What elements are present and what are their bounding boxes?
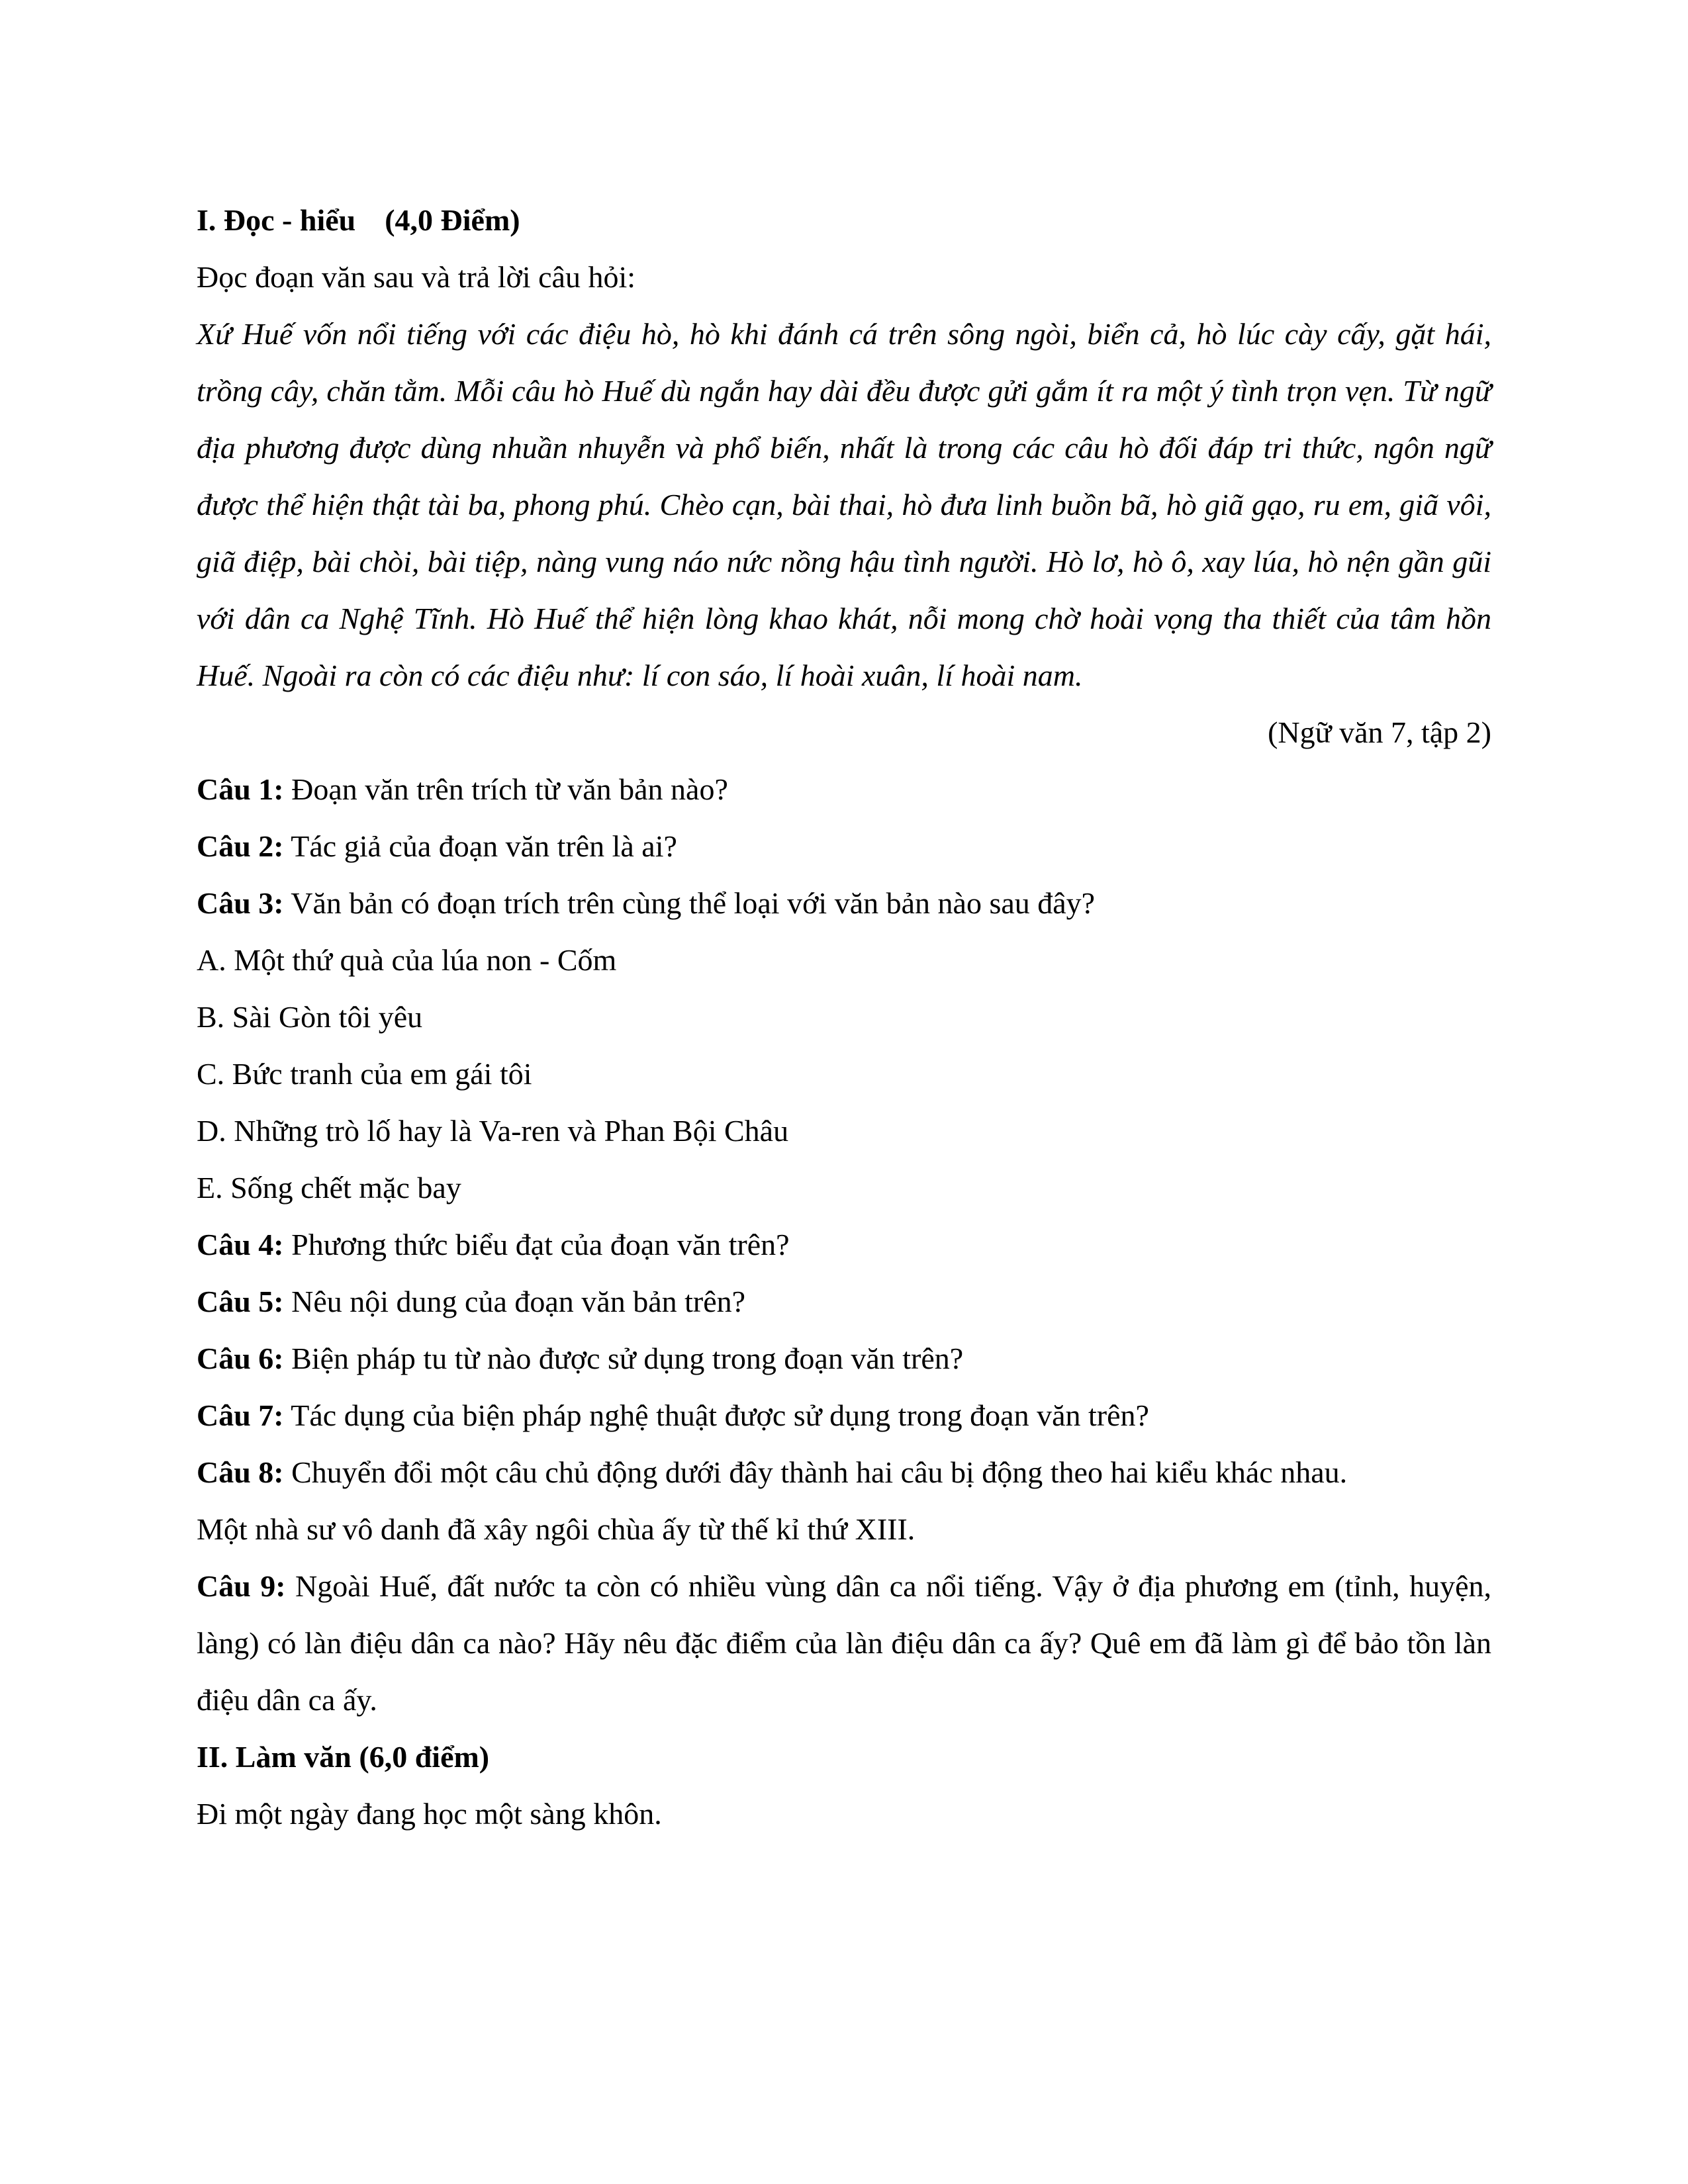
- question-4: [197, 1216, 1491, 1273]
- option-a: A. Một thứ quà của lúa non - Cốm: [197, 943, 617, 977]
- part1-points: (4,0 Điểm): [385, 203, 520, 237]
- question-label: Câu 2:: [197, 829, 284, 863]
- question-label: Câu 8:: [197, 1455, 284, 1489]
- part2-prompt: Đi một ngày đang học một sàng khôn.: [197, 1797, 662, 1831]
- document-content: [197, 192, 1491, 1843]
- part1-title: I. Đọc - hiểu: [197, 203, 356, 237]
- question-label: Câu 3:: [197, 886, 284, 920]
- question-1: [197, 761, 1491, 818]
- question-5: [197, 1273, 1491, 1330]
- question-text: Tác dụng của biện pháp nghệ thuật được sử dụng trong đoạn văn trên?: [283, 1398, 1149, 1432]
- question-label: Câu 7:: [197, 1398, 284, 1432]
- question-label: Câu 6:: [197, 1342, 284, 1375]
- part1-instruction: Đọc đoạn văn sau và trả lời câu hỏi:: [197, 260, 636, 294]
- passage-source: (Ngữ văn 7, tập 2): [1268, 715, 1491, 749]
- question-label: Câu 9:: [197, 1569, 286, 1603]
- question-label: Câu 5:: [197, 1285, 284, 1318]
- option-b: B. Sài Gòn tôi yêu: [197, 1000, 423, 1034]
- question-text: Tác giả của đoạn văn trên là ai?: [283, 829, 677, 863]
- question-text: Văn bản có đoạn trích trên cùng thể loại với văn bản nào sau đây?: [283, 886, 1096, 920]
- question-text: Chuyển đổi một câu chủ động dưới đây thành hai câu bị động theo hai kiểu khác nhau.: [283, 1455, 1348, 1489]
- question-2: [197, 818, 1491, 875]
- question-7: [197, 1387, 1491, 1444]
- question-label: Câu 1:: [197, 772, 284, 806]
- option-d: D. Những trò lố hay là Va-ren và Phan Bội Châu: [197, 1114, 789, 1148]
- question-text: Đoạn văn trên trích từ văn bản nào?: [283, 772, 728, 806]
- question-6: [197, 1330, 1491, 1387]
- option-c: C. Bức tranh của em gái tôi: [197, 1057, 532, 1091]
- option-e: E. Sống chết mặc bay: [197, 1171, 461, 1205]
- part2-heading: II. Làm văn (6,0 điểm): [197, 1740, 490, 1774]
- question-text: Biện pháp tu từ nào được sử dụng trong đoạn văn trên?: [283, 1342, 964, 1375]
- question-9: [197, 1558, 1491, 1729]
- reading-passage: Xứ Huế vốn nổi tiếng với các điệu hò, hò khi đánh cá trên sông ngòi, biển cả, hò lúc cày cấy, gặt hái, trồng cây, chăn tằm. Mỗi câu hò Huế dù ngắn hay dài đều được gửi gắm ít ra một ý tình trọn vẹn. Từ ngữ địa phương được dùng nhuần nhuyễn và phổ biến, nhất là trong các câu hò đối đáp tri thức, ngôn ngữ được thể hiện thật tài ba, phong phú. Chèo cạn, bài thai, hò đưa linh buồn bã, hò giã gạo, ru em, giã vôi, giã điệp, bài chòi, bài tiệp, nàng vung náo nức nồng hậu tình người. Hò lơ, hò ô, xay lúa, hò nện gần gũi với dân ca Nghệ Tĩnh. Hò Huế thể hiện lòng khao khát, nỗi mong chờ hoài vọng tha thiết của tâm hồn Huế. Ngoài ra còn có các điệu như: lí con sáo, lí hoài xuân, lí hoài nam.: [197, 317, 1491, 692]
- question-text: Ngoài Huế, đất nước ta còn có nhiều vùng dân ca nổi tiếng. Vậy ở địa phương em (tỉnh, huyện, làng) có làn điệu dân ca nào? Hãy nêu đặc điểm của làn điệu dân ca ấy? Quê em đã làm gì để bảo tồn làn điệu dân ca ấy.: [197, 1569, 1492, 1717]
- question-8: [197, 1444, 1491, 1501]
- part1-heading: [197, 192, 1491, 249]
- question-label: Câu 4:: [197, 1228, 284, 1261]
- question-text: Nêu nội dung của đoạn văn bản trên?: [283, 1285, 746, 1318]
- question-3: [197, 875, 1491, 932]
- question-8-sentence: Một nhà sư vô danh đã xây ngôi chùa ấy từ thế kỉ thứ XIII.: [197, 1512, 915, 1546]
- question-text: Phương thức biểu đạt của đoạn văn trên?: [283, 1228, 790, 1261]
